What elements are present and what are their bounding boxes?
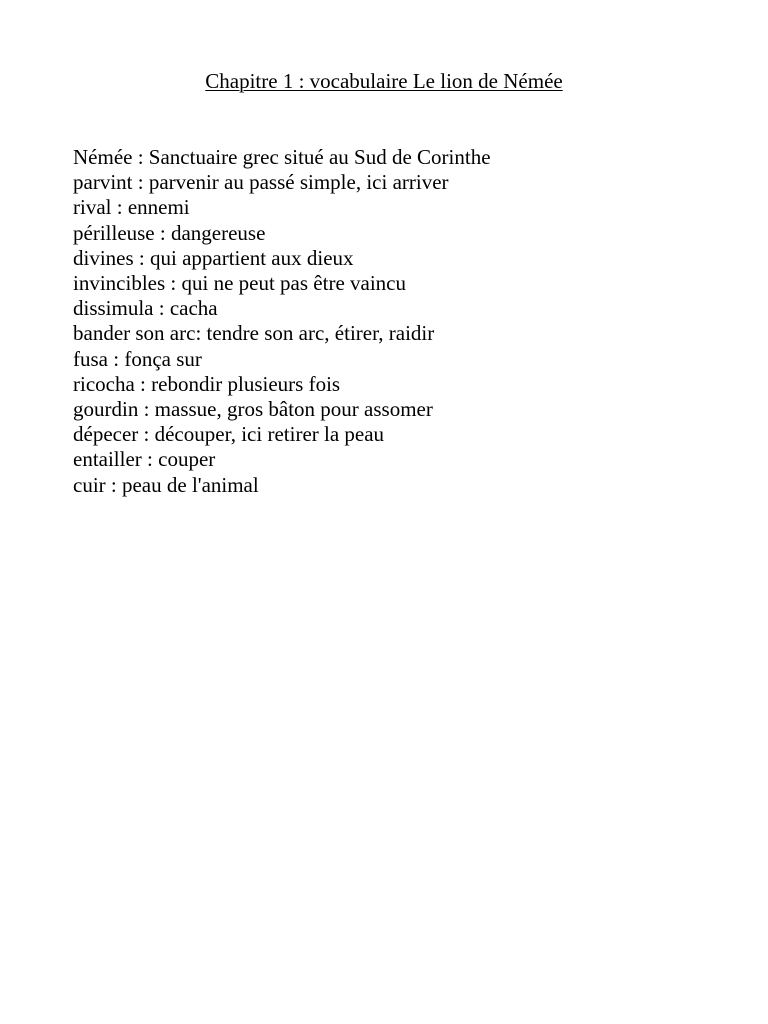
list-item: entailler : couper xyxy=(73,447,216,472)
list-item: divines : qui appartient aux dieux xyxy=(73,245,354,270)
list-item: Némée : Sanctuaire grec situé au Sud de Corinthe xyxy=(73,145,491,169)
page-title: Chapitre 1 : vocabulaire Le lion de Némée xyxy=(205,69,563,93)
list-item: invincibles : qui ne peut pas être vaincu xyxy=(73,271,406,296)
list-item: parvint : parvenir au passé simple, ici arriver xyxy=(73,170,449,195)
list-item: fusa : fonça sur xyxy=(73,346,202,371)
list-item: ricocha : rebondir plusieurs fois xyxy=(73,371,341,396)
list-item: bander son arc: tendre son arc, étirer, raidir xyxy=(73,321,435,346)
vocabulary-list xyxy=(73,145,713,498)
list-item: rival : ennemi xyxy=(73,195,190,220)
list-item: cuir : peau de l'animal xyxy=(73,472,259,497)
list-item: gourdin : massue, gros bâton pour assomer xyxy=(73,397,433,422)
list-item: dépecer : découper, ici retirer la peau xyxy=(73,422,385,447)
list-item: périlleuse : dangereuse xyxy=(73,220,266,245)
list-item: dissimula : cacha xyxy=(73,296,218,321)
